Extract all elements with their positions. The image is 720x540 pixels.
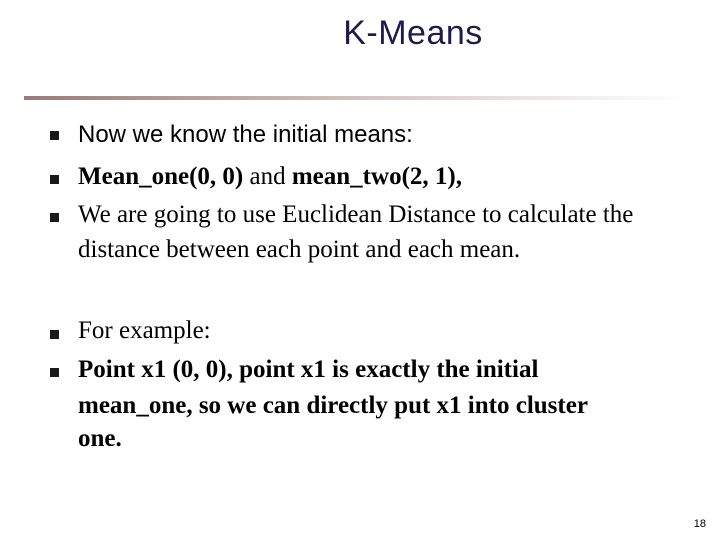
bullet-text-line: We are going to use Euclidean Distance to calculate the (78, 201, 634, 228)
bullet-text-line: distance between each point and each mean. (78, 236, 521, 263)
conjunction-text: and (243, 163, 292, 190)
page-number: 18 (693, 518, 706, 530)
bullet-square-icon (50, 175, 59, 184)
mean-one-label: Mean_one(0, 0) (78, 163, 244, 190)
bullet-text: Now we know the initial means: (78, 121, 413, 148)
bullet-text-line: mean_one, so we can directly put x1 into cluster (78, 392, 588, 419)
bullet-text-means (78, 162, 462, 192)
slide-title: K-Means (343, 14, 483, 52)
bullet-square-icon (50, 368, 59, 377)
bullet-square-icon (50, 131, 59, 140)
bullet-text: For example: (78, 317, 211, 344)
mean-two-label: mean_two(2, 1), (291, 163, 462, 190)
title-divider (24, 96, 688, 100)
bullet-text-line: Point x1 (0, 0), point x1 is exactly the initial (78, 356, 539, 383)
bullet-text-line: one. (78, 425, 122, 452)
bullet-square-icon (50, 330, 59, 339)
bullet-square-icon (50, 213, 59, 222)
